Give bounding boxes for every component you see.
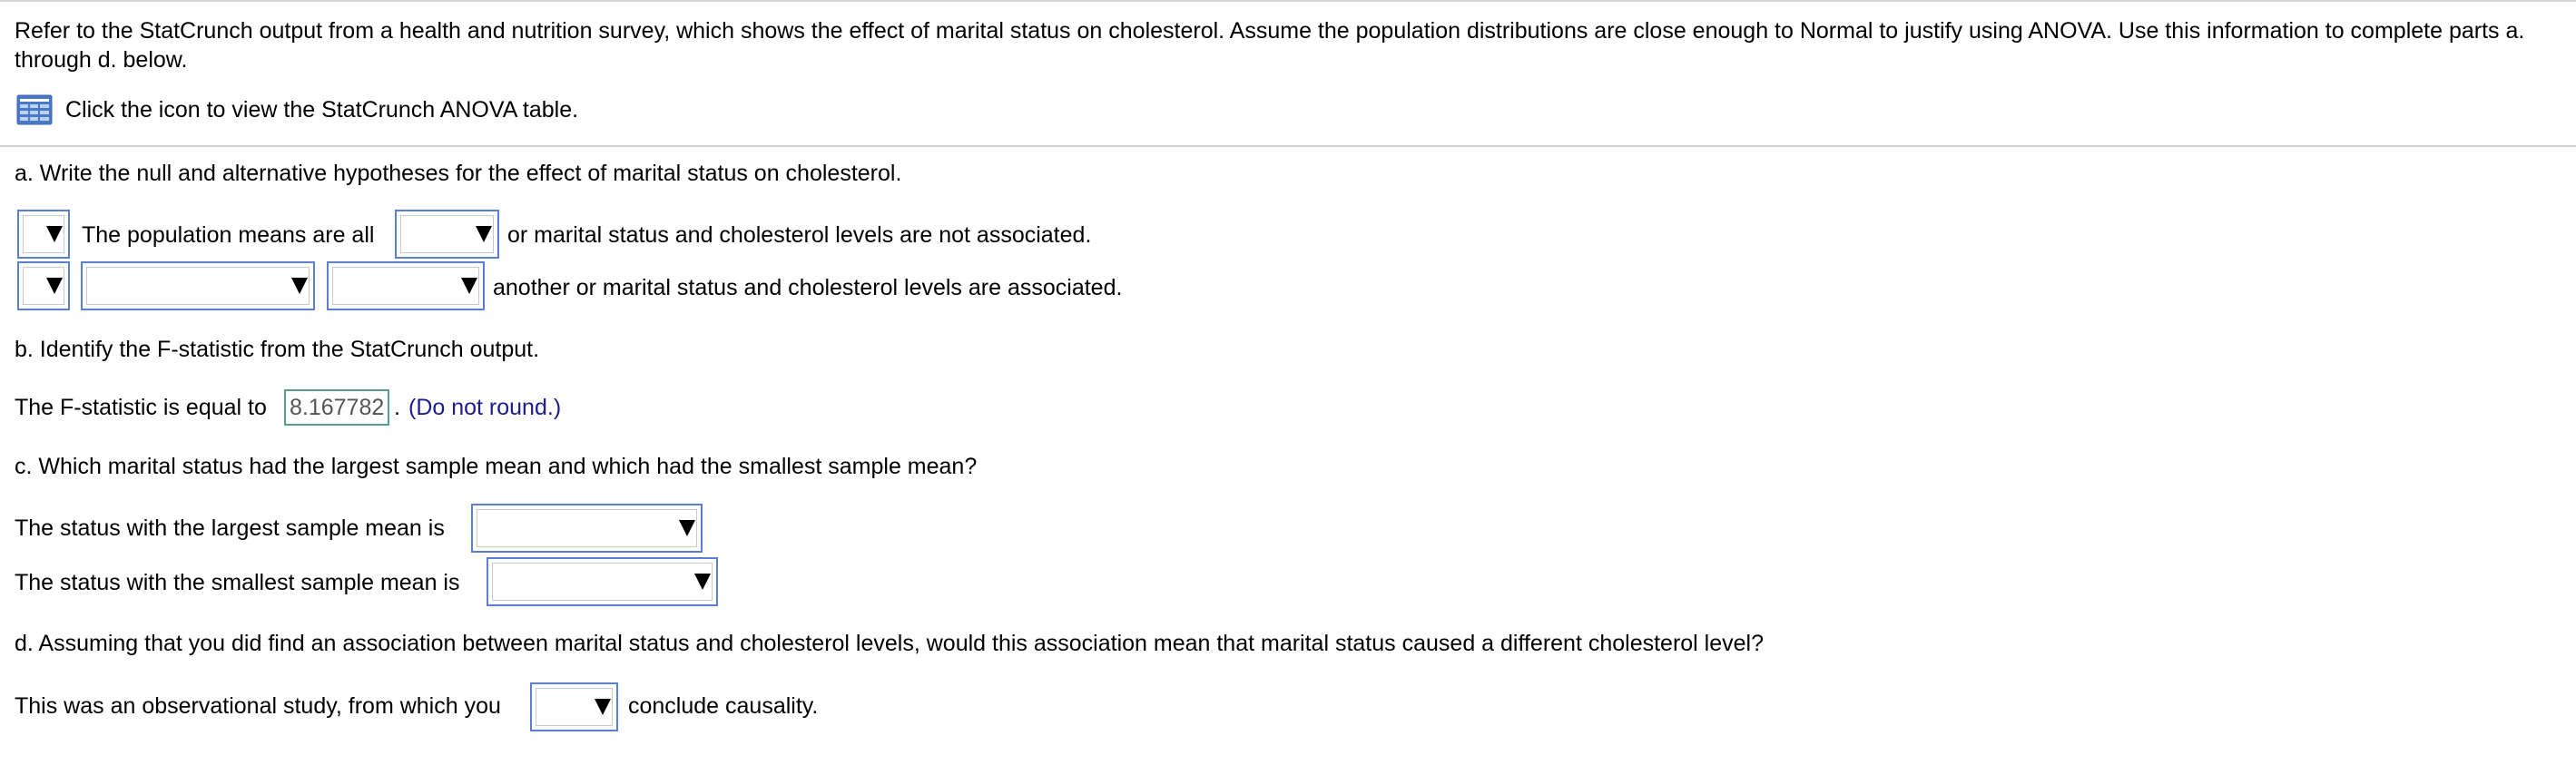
- chevron-down-icon: [291, 278, 308, 294]
- f-statistic-answer[interactable]: 8.167782: [284, 389, 389, 426]
- row1-text-1: The population means are all: [82, 222, 375, 248]
- top-border: [0, 0, 2576, 2]
- chevron-down-icon: [595, 699, 611, 715]
- section-divider: [0, 145, 2576, 147]
- causality-suffix: conclude causality.: [628, 693, 819, 719]
- largest-mean-label: The status with the largest sample mean is: [15, 515, 445, 541]
- smallest-mean-dropdown[interactable]: [487, 557, 718, 606]
- part-d-question: d. Assuming that you did find an association between marital status and cholesterol levels, would this association mean that marital status caused a different cholesterol level?: [15, 631, 1765, 656]
- row1-text-2: or marital status and cholesterol levels are not associated.: [507, 222, 1092, 248]
- row2-text: another or marital status and cholesterol levels are associated.: [493, 275, 1123, 300]
- question-intro: Refer to the StatCrunch output from a health and nutrition survey, which shows the effect of marital status on cholesterol. Assume the population distributions are close enough to Normal to justify using ANOVA. Use this information to complete parts a. through d. below.: [15, 18, 2525, 73]
- chevron-down-icon: [461, 278, 477, 294]
- alternative-quantifier-dropdown[interactable]: [81, 261, 315, 310]
- hypothesis-symbol-dropdown-1[interactable]: [17, 210, 70, 259]
- means-relation-dropdown[interactable]: [395, 210, 499, 259]
- table-icon[interactable]: [16, 94, 53, 125]
- part-b-question: b. Identify the F-statistic from the StatCrunch output.: [15, 337, 540, 362]
- view-anova-table-link[interactable]: Click the icon to view the StatCrunch ANOVA table.: [65, 97, 579, 123]
- hypothesis-symbol-dropdown-2[interactable]: [17, 261, 70, 310]
- causality-label: This was an observational study, from which you: [15, 693, 501, 719]
- part-c-question: c. Which marital status had the largest sample mean and which had the smallest sample mean?: [15, 454, 978, 479]
- smallest-mean-label: The status with the smallest sample mean is: [15, 570, 460, 595]
- chevron-down-icon: [46, 226, 63, 242]
- chevron-down-icon: [679, 520, 695, 536]
- f-statistic-label: The F-statistic is equal to: [15, 395, 267, 420]
- alternative-relation-dropdown[interactable]: [327, 261, 485, 310]
- do-not-round-hint: (Do not round.): [408, 395, 562, 420]
- part-a-question: a. Write the null and alternative hypotheses for the effect of marital status on cholesterol.: [15, 161, 902, 186]
- largest-mean-dropdown[interactable]: [471, 504, 703, 553]
- chevron-down-icon: [476, 226, 492, 242]
- chevron-down-icon: [46, 278, 63, 294]
- chevron-down-icon: [694, 574, 711, 590]
- causality-dropdown[interactable]: [530, 682, 618, 731]
- f-statistic-period: .: [394, 395, 400, 420]
